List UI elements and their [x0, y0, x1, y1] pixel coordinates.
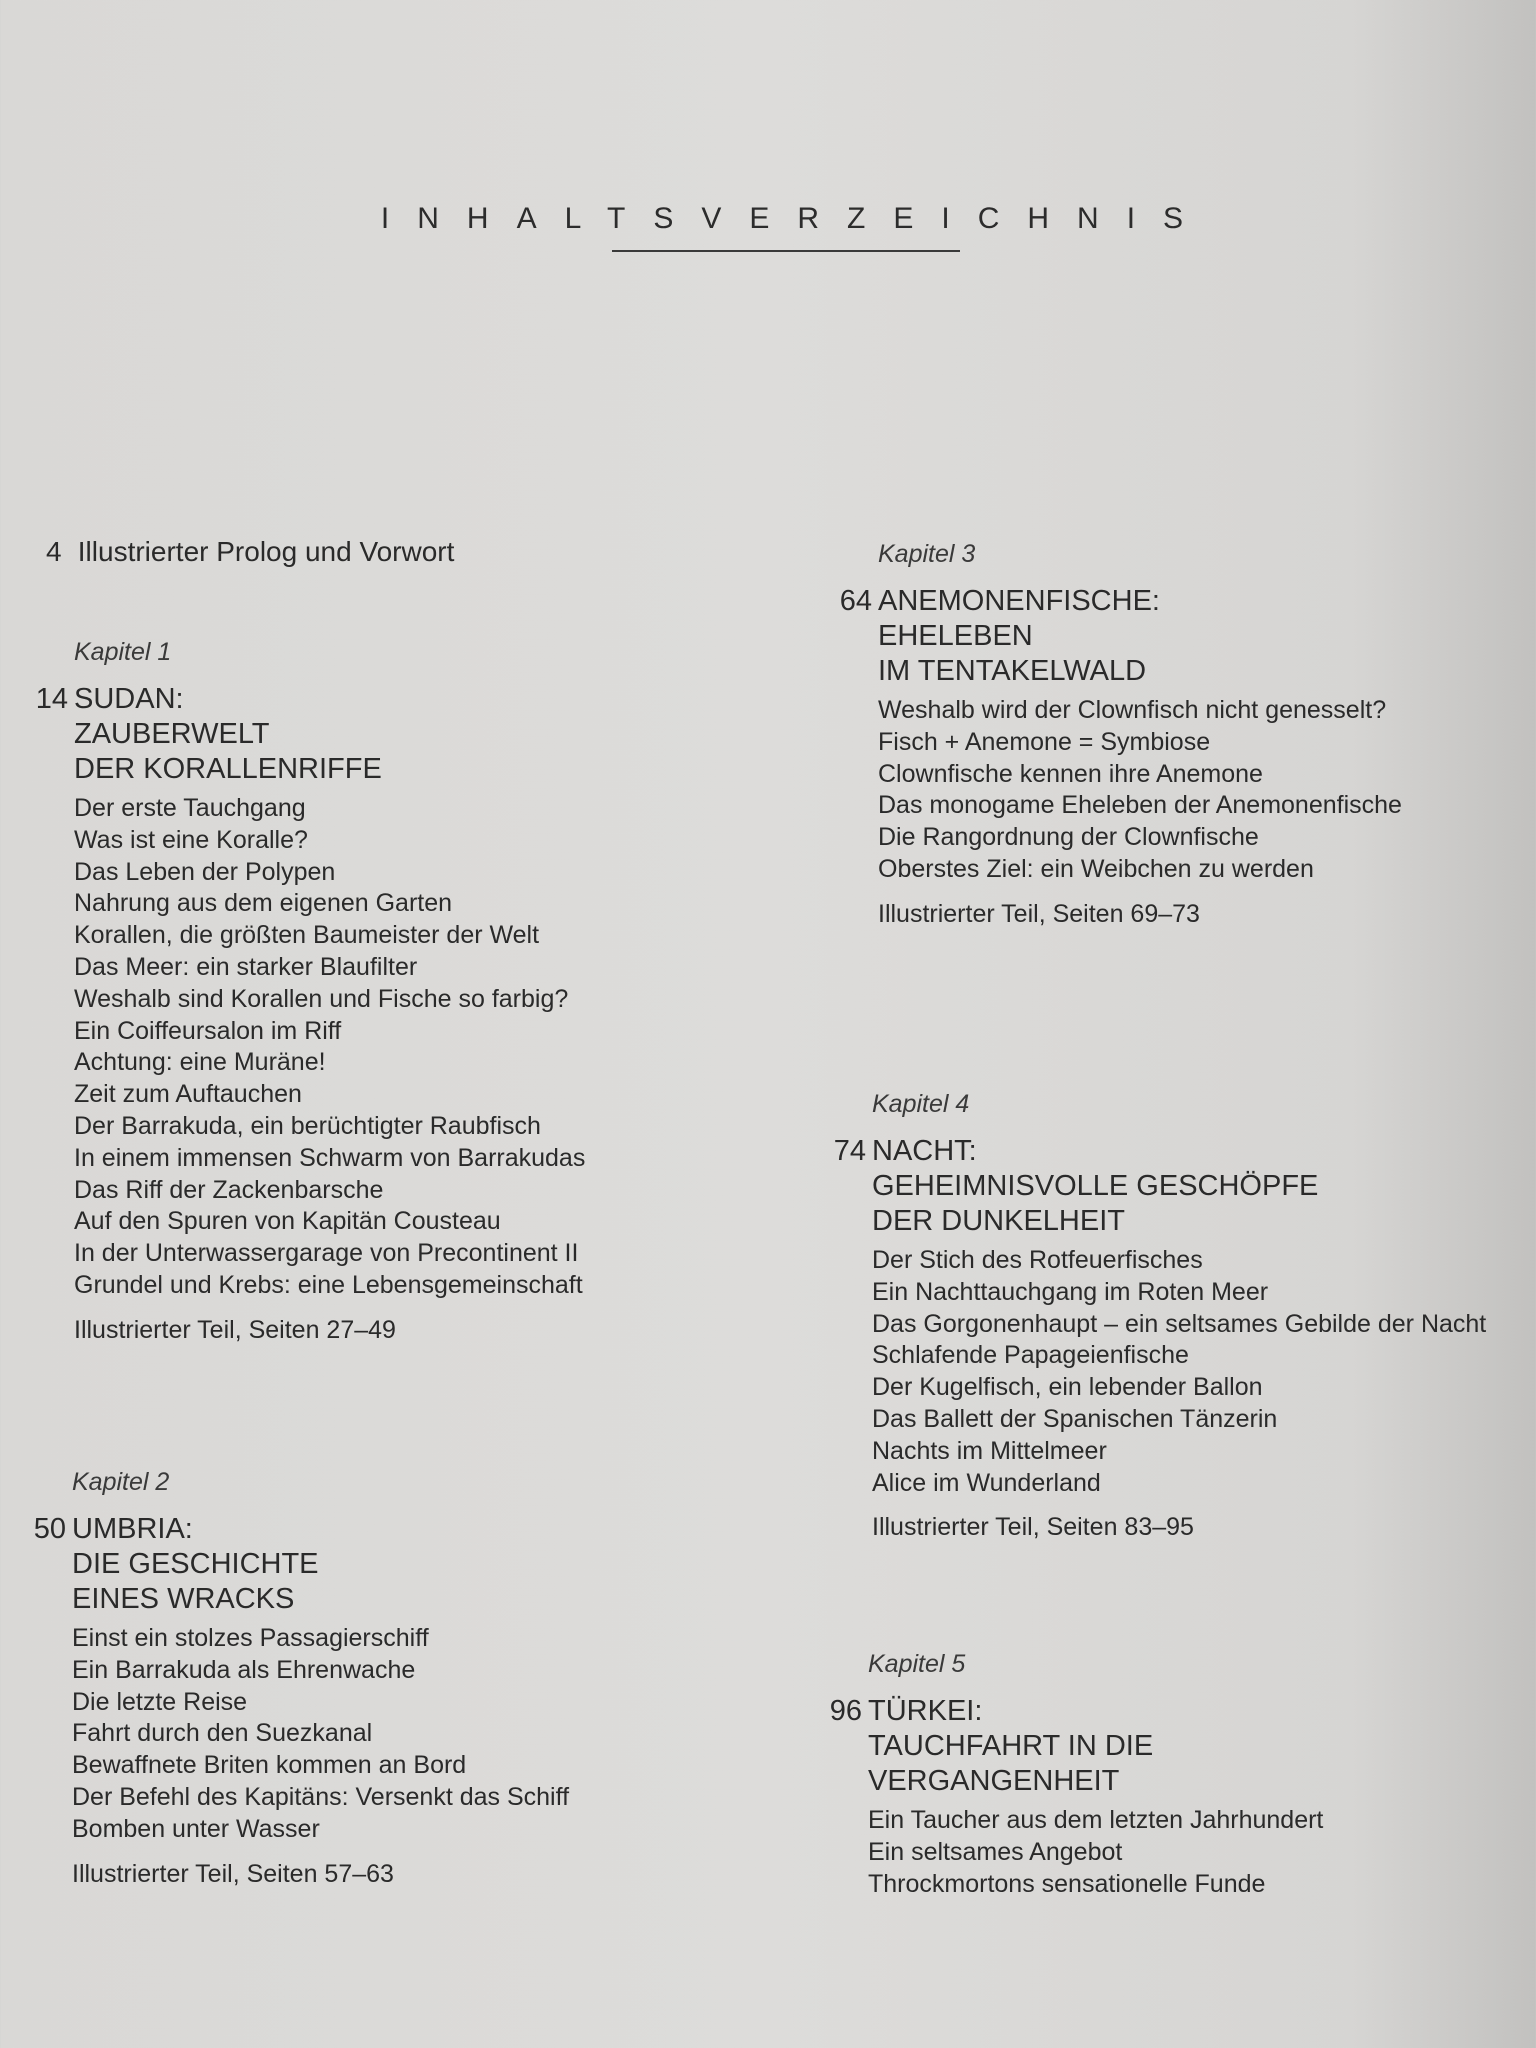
- chapter-page: 74: [833, 1135, 866, 1167]
- heading-line: TÜRKEI:: [868, 1695, 983, 1727]
- chapter-heading: [816, 1694, 1323, 1799]
- list-item: Fisch + Anemone = Symbiose: [878, 727, 1211, 756]
- list-item: In einem immensen Schwarm von Barrakudas: [74, 1143, 586, 1172]
- list-item: Nahrung aus dem eigenen Garten: [74, 889, 453, 918]
- chapter-label: Kapitel 1: [74, 638, 172, 666]
- chapter-items: [878, 695, 1402, 886]
- chapter-items: [74, 793, 585, 1302]
- chapter-label: Kapitel 5: [868, 1650, 966, 1678]
- heading-line: ZAUBERWELT: [74, 718, 270, 750]
- list-item: Der Kugelfisch, ein lebender Ballon: [872, 1373, 1263, 1402]
- list-item: Ein Barrakuda als Ehrenwache: [72, 1655, 416, 1684]
- chapter-label: Kapitel 3: [878, 540, 976, 568]
- list-item: Ein seltsames Angebot: [868, 1837, 1123, 1866]
- chapter-heading: [22, 682, 585, 787]
- chapter-page: 64: [839, 585, 872, 617]
- list-item: Bomben unter Wasser: [72, 1814, 320, 1843]
- chapter-heading: [820, 1134, 1486, 1239]
- prolog-page: 4: [46, 536, 62, 567]
- heading-line: IM TENTAKELWALD: [878, 655, 1147, 687]
- list-item: Die Rangordnung der Clownfische: [878, 823, 1259, 852]
- list-item: Das monogame Eheleben der Anemonenfische: [878, 791, 1402, 820]
- list-item: Der erste Tauchgang: [74, 794, 306, 822]
- heading-line: VERGANGENHEIT: [868, 1765, 1120, 1797]
- list-item: Der Barrakuda, ein berüchtigter Raubfisch: [74, 1111, 541, 1140]
- chapter-page: 50: [33, 1513, 66, 1545]
- chapter-3: [826, 540, 1402, 929]
- chapter-2: [20, 1468, 569, 1889]
- chapter-4: [820, 1090, 1486, 1542]
- illustrated-pages: Illustrierter Teil, Seiten 57–63: [72, 1859, 394, 1888]
- illustrated-pages: Illustrierter Teil, Seiten 27–49: [74, 1315, 396, 1344]
- list-item: Auf den Spuren von Kapitän Cousteau: [74, 1207, 501, 1236]
- heading-line: SUDAN:: [74, 683, 184, 715]
- chapter-page: 14: [35, 683, 68, 715]
- list-item: Korallen, die größten Baumeister der Welt: [74, 921, 540, 950]
- heading-line: EINES WRACKS: [72, 1583, 295, 1615]
- chapter-5: [816, 1650, 1323, 1900]
- list-item: Oberstes Ziel: ein Weibchen zu werden: [878, 854, 1314, 883]
- list-item: Alice im Wunderland: [872, 1468, 1101, 1497]
- heading-line: DER KORALLENRIFFE: [74, 753, 382, 785]
- list-item: Schlafende Papageienfische: [872, 1341, 1189, 1370]
- list-item: Die letzte Reise: [72, 1687, 248, 1716]
- heading-line: ANEMONENFISCHE:: [878, 585, 1160, 617]
- list-item: Was ist eine Koralle?: [74, 825, 308, 854]
- list-item: Ein Taucher aus dem letzten Jahrhundert: [868, 1806, 1324, 1834]
- chapter-label: Kapitel 4: [872, 1090, 970, 1118]
- list-item: Nachts im Mittelmeer: [872, 1436, 1107, 1465]
- chapter-items: [868, 1805, 1323, 1900]
- list-item: Einst ein stolzes Passagierschiff: [72, 1624, 429, 1652]
- list-item: Das Meer: ein starker Blaufilter: [74, 952, 418, 981]
- title-underline: [612, 250, 960, 252]
- prolog-text: Illustrierter Prolog und Vorwort: [77, 536, 455, 567]
- chapter-page: 96: [829, 1695, 862, 1727]
- list-item: Das Ballett der Spanischen Tänzerin: [872, 1404, 1278, 1433]
- list-item: Der Befehl des Kapitäns: Versenkt das Schiff: [72, 1782, 570, 1811]
- chapter-heading: [20, 1512, 569, 1617]
- prolog-entry: [46, 536, 454, 568]
- list-item: Throckmortons sensationelle Funde: [868, 1869, 1266, 1898]
- chapter-items: [872, 1245, 1486, 1499]
- list-item: Ein Coiffeursalon im Riff: [74, 1016, 342, 1045]
- heading-line: EHELEBEN: [878, 620, 1033, 652]
- list-item: Fahrt durch den Suezkanal: [72, 1719, 373, 1748]
- list-item: Zeit zum Auftauchen: [74, 1080, 302, 1109]
- chapter-items: [72, 1623, 569, 1846]
- heading-line: TAUCHFAHRT IN DIE: [868, 1730, 1154, 1762]
- list-item: Das Gorgonenhaupt – ein seltsames Gebilde der Nacht: [872, 1309, 1487, 1338]
- list-item: Achtung: eine Muräne!: [74, 1048, 326, 1077]
- chapter-label: Kapitel 2: [72, 1468, 170, 1496]
- chapter-1: [22, 638, 585, 1345]
- list-item: Bewaffnete Briten kommen an Bord: [72, 1751, 467, 1780]
- list-item: Weshalb wird der Clownfisch nicht genesselt?: [878, 696, 1387, 724]
- list-item: In der Unterwassergarage von Precontinent II: [74, 1239, 579, 1268]
- heading-line: GEHEIMNISVOLLE GESCHÖPFE: [872, 1170, 1319, 1202]
- chapter-heading: [826, 584, 1402, 689]
- illustrated-pages: Illustrierter Teil, Seiten 83–95: [872, 1513, 1194, 1542]
- toc-title: INHALTSVERZEICHNIS: [380, 202, 1212, 235]
- list-item: Weshalb sind Korallen und Fische so farbig?: [74, 984, 569, 1013]
- list-item: Clownfische kennen ihre Anemone: [878, 759, 1263, 788]
- list-item: Ein Nachttauchgang im Roten Meer: [872, 1277, 1269, 1306]
- list-item: Das Riff der Zackenbarsche: [74, 1175, 384, 1204]
- heading-line: NACHT:: [872, 1135, 977, 1167]
- list-item: Das Leben der Polypen: [74, 857, 336, 886]
- heading-line: UMBRIA:: [72, 1513, 193, 1545]
- illustrated-pages: Illustrierter Teil, Seiten 69–73: [878, 899, 1200, 928]
- list-item: Der Stich des Rotfeuerfisches: [872, 1246, 1203, 1274]
- heading-line: DIE GESCHICHTE: [72, 1548, 319, 1580]
- list-item: Grundel und Krebs: eine Lebensgemeinschaft: [74, 1270, 583, 1299]
- heading-line: DER DUNKELHEIT: [872, 1205, 1125, 1237]
